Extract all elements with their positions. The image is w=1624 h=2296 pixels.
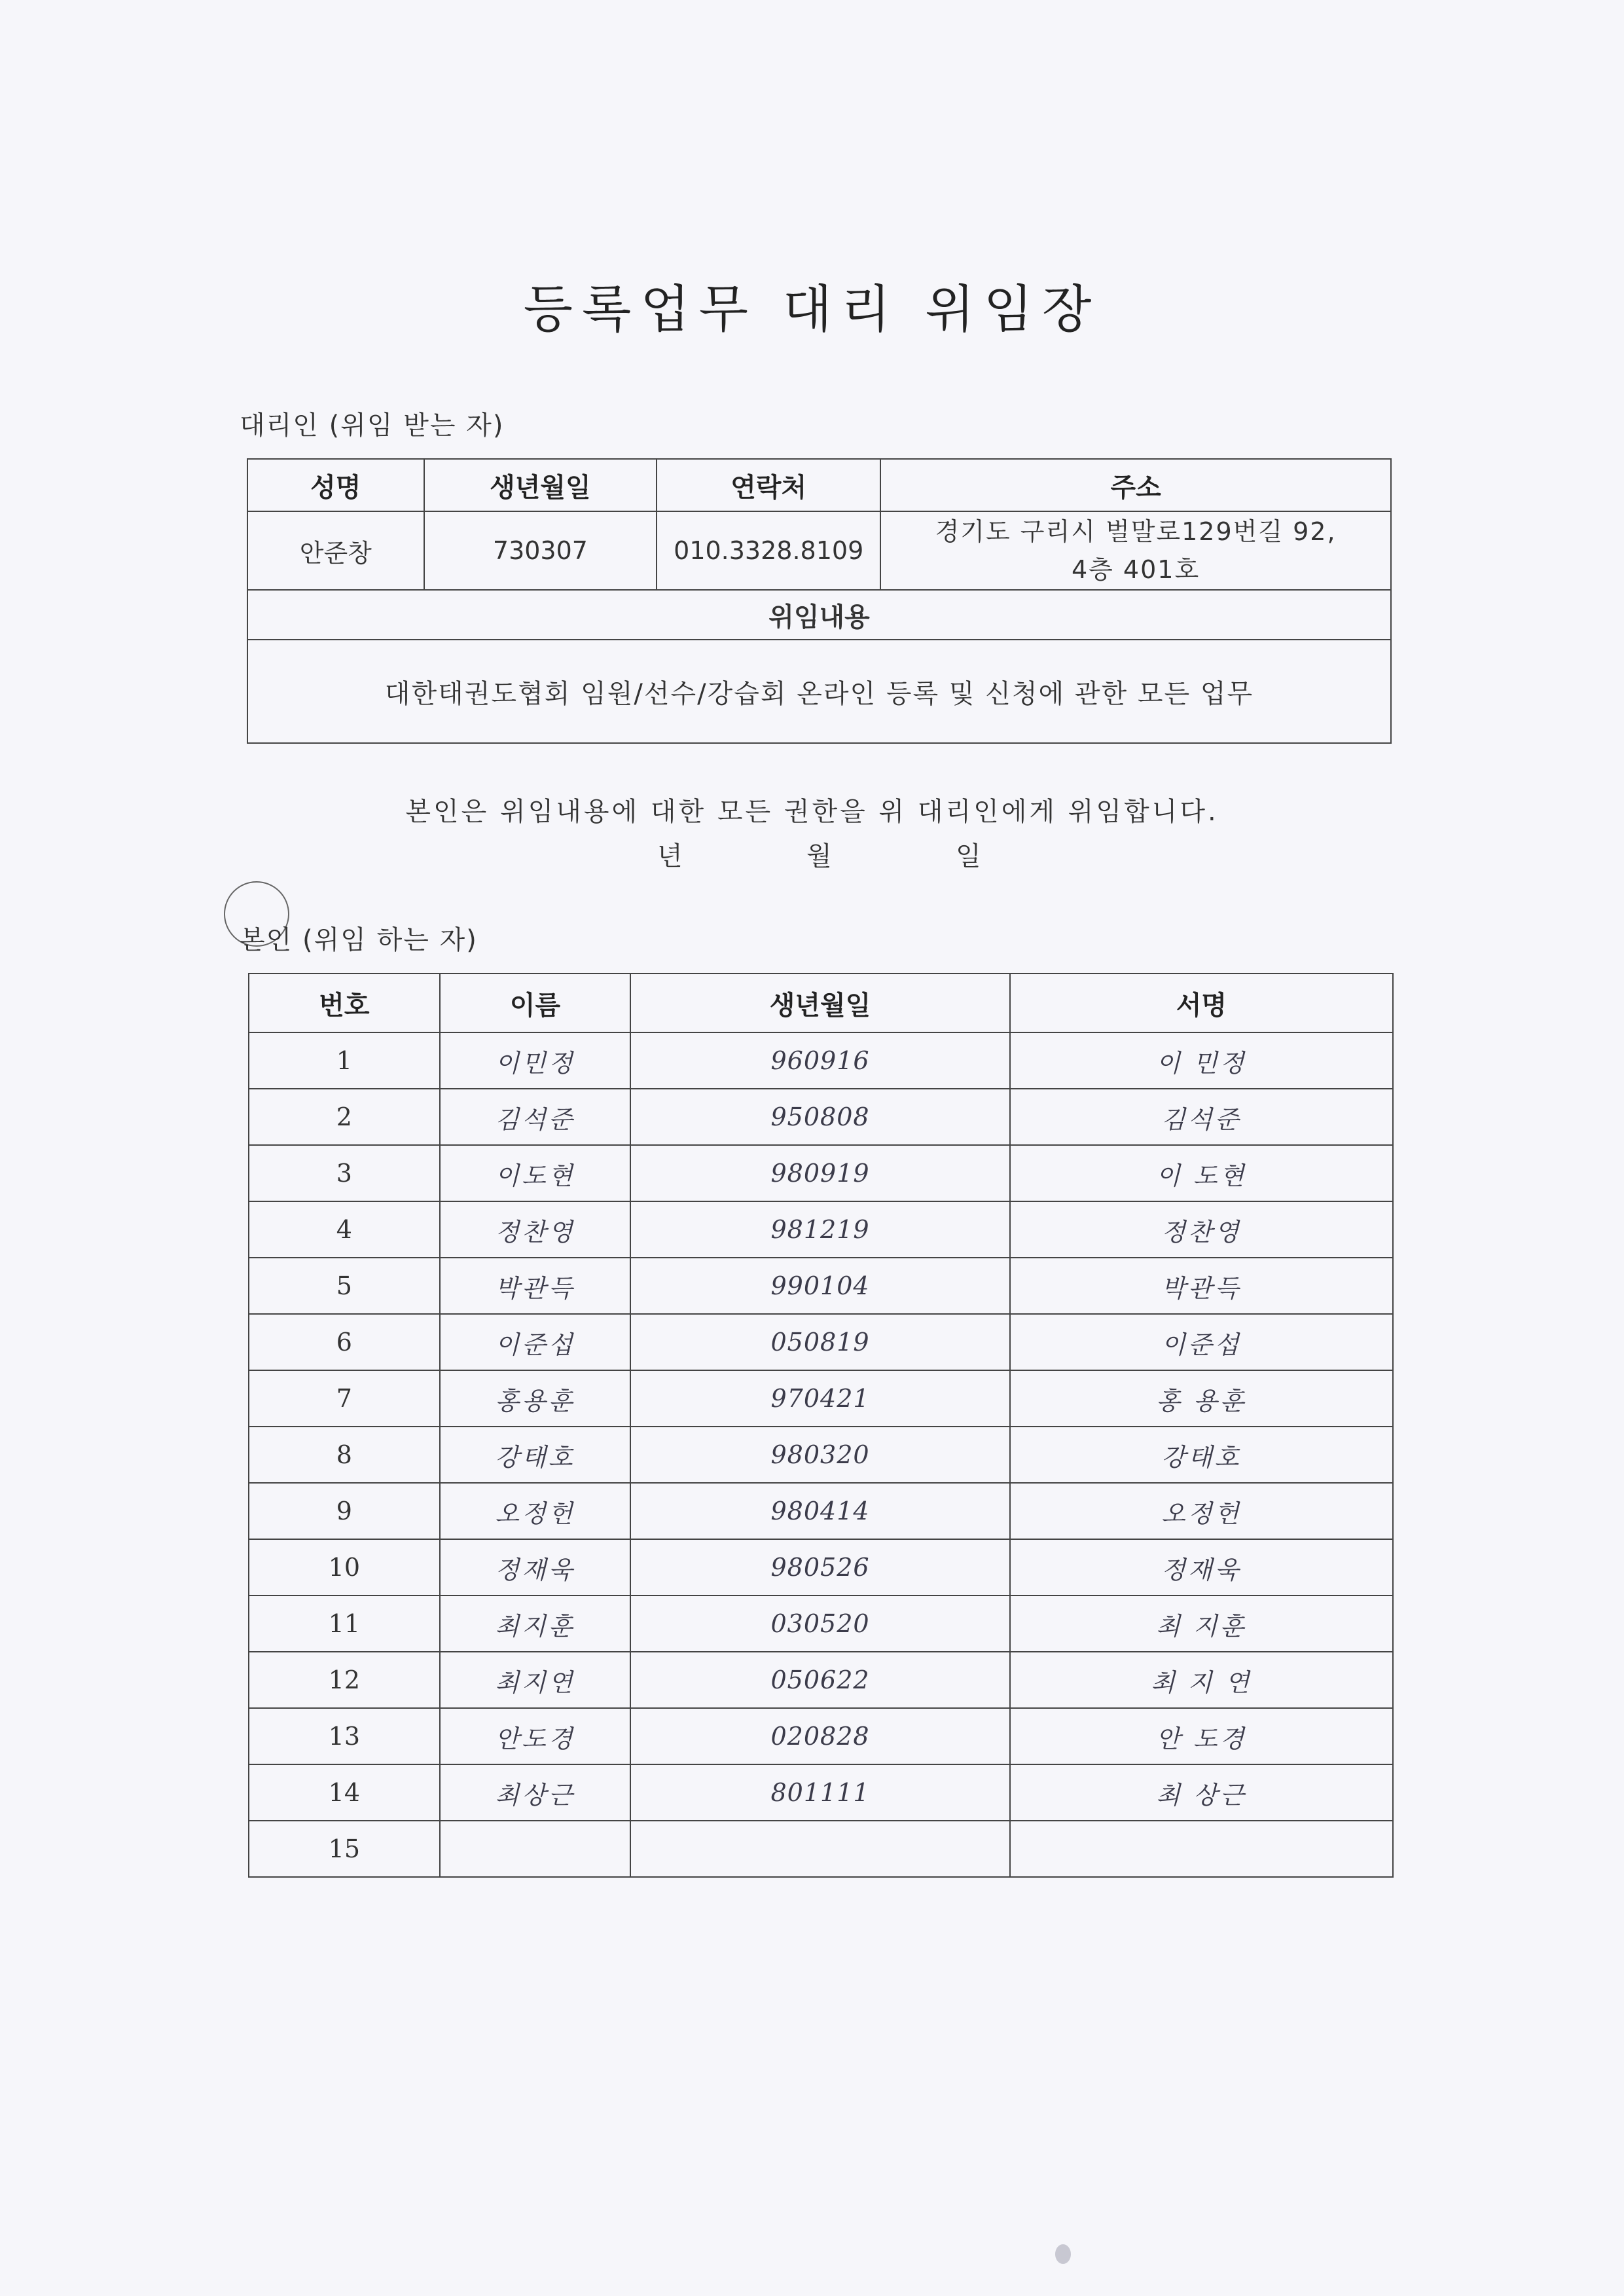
agent-address-line2: 4층 401호	[1071, 555, 1200, 584]
row-birthdate: 960916	[630, 1032, 1009, 1089]
ink-blot	[1055, 2244, 1071, 2264]
row-name	[440, 1821, 631, 1877]
content-text: 대한태권도협회 임원/선수/강습회 온라인 등록 및 신청에 관한 모든 업무	[247, 640, 1391, 743]
row-number: 4	[249, 1201, 440, 1258]
content-row	[247, 640, 1391, 743]
row-number: 5	[249, 1258, 440, 1314]
principal-section-label: 본인 (위임 하는 자)	[240, 925, 478, 955]
table-row	[249, 1258, 1393, 1314]
row-birthdate: 981219	[630, 1201, 1009, 1258]
table-row	[249, 1539, 1393, 1595]
agent-phone: 010.3328.8109	[657, 511, 880, 590]
agent-table-header	[247, 459, 1391, 511]
row-name: 최지훈	[440, 1595, 631, 1652]
table-row	[249, 1595, 1393, 1652]
table-row	[249, 1089, 1393, 1145]
row-name: 최지연	[440, 1652, 631, 1708]
agent-row	[247, 511, 1391, 590]
row-name: 정찬영	[440, 1201, 631, 1258]
table-row	[249, 1821, 1393, 1877]
header-signature: 서명	[1010, 974, 1393, 1032]
row-birthdate: 980526	[630, 1539, 1009, 1595]
agent-address-line1: 경기도 구리시 벌말로129번길 92,	[935, 517, 1337, 546]
row-birthdate	[630, 1821, 1009, 1877]
row-signature: 최 지 연	[1010, 1652, 1393, 1708]
row-signature: 안 도경	[1010, 1708, 1393, 1764]
table-row	[249, 1370, 1393, 1427]
row-name: 이준섭	[440, 1314, 631, 1370]
row-number: 11	[249, 1595, 440, 1652]
content-header: 위임내용	[247, 590, 1391, 640]
principal-table-header	[249, 974, 1393, 1032]
row-birthdate: 020828	[630, 1708, 1009, 1764]
row-number: 14	[249, 1764, 440, 1821]
row-name: 최상근	[440, 1764, 631, 1821]
row-number: 8	[249, 1427, 440, 1483]
row-birthdate: 050819	[630, 1314, 1009, 1370]
row-signature: 오정헌	[1010, 1483, 1393, 1539]
row-number: 9	[249, 1483, 440, 1539]
row-signature: 박관득	[1010, 1258, 1393, 1314]
row-birthdate: 990104	[630, 1258, 1009, 1314]
row-number: 2	[249, 1089, 440, 1145]
row-birthdate: 980919	[630, 1145, 1009, 1201]
agent-name: 안준창	[247, 511, 424, 590]
row-signature: 이 민정	[1010, 1032, 1393, 1089]
row-signature: 최 상근	[1010, 1764, 1393, 1821]
row-birthdate: 030520	[630, 1595, 1009, 1652]
row-name: 김석준	[440, 1089, 631, 1145]
row-name: 박관득	[440, 1258, 631, 1314]
agent-birth: 730307	[424, 511, 657, 590]
row-signature: 김석준	[1010, 1089, 1393, 1145]
row-signature: 강태호	[1010, 1427, 1393, 1483]
table-row	[249, 1708, 1393, 1764]
header-name: 이름	[440, 974, 631, 1032]
content-header-row	[247, 590, 1391, 640]
row-signature: 정찬영	[1010, 1201, 1393, 1258]
date-year-label: 년	[657, 841, 683, 871]
row-number: 13	[249, 1708, 440, 1764]
header-birth: 생년월일	[424, 459, 657, 511]
principal-table	[248, 973, 1394, 1878]
row-birthdate: 801111	[630, 1764, 1009, 1821]
row-birthdate: 050622	[630, 1652, 1009, 1708]
row-name: 강태호	[440, 1427, 631, 1483]
row-number: 3	[249, 1145, 440, 1201]
header-number: 번호	[249, 974, 440, 1032]
row-birthdate: 980320	[630, 1427, 1009, 1483]
row-number: 10	[249, 1539, 440, 1595]
row-number: 1	[249, 1032, 440, 1089]
row-birthdate: 970421	[630, 1370, 1009, 1427]
row-signature: 이준섭	[1010, 1314, 1393, 1370]
row-signature: 최 지훈	[1010, 1595, 1393, 1652]
header-address: 주소	[880, 459, 1391, 511]
table-row	[249, 1201, 1393, 1258]
row-birthdate: 980414	[630, 1483, 1009, 1539]
row-birthdate: 950808	[630, 1089, 1009, 1145]
row-name: 안도경	[440, 1708, 631, 1764]
row-name: 이도현	[440, 1145, 631, 1201]
agent-address	[880, 511, 1391, 590]
document-title: 등록업무 대리 위임장	[523, 280, 1101, 339]
row-number: 12	[249, 1652, 440, 1708]
row-signature	[1010, 1821, 1393, 1877]
date-month-label: 월	[806, 841, 832, 871]
table-row	[249, 1427, 1393, 1483]
row-number: 7	[249, 1370, 440, 1427]
agent-section-label: 대리인 (위임 받는 자)	[240, 410, 505, 441]
row-number: 15	[249, 1821, 440, 1877]
table-row	[249, 1032, 1393, 1089]
row-name: 오정헌	[440, 1483, 631, 1539]
delegation-statement: 본인은 위임내용에 대한 모든 권한을 위 대리인에게 위임합니다.	[405, 797, 1219, 827]
row-signature: 정재욱	[1010, 1539, 1393, 1595]
date-day-label: 일	[956, 841, 981, 871]
table-row	[249, 1314, 1393, 1370]
row-name: 정재욱	[440, 1539, 631, 1595]
header-name: 성명	[247, 459, 424, 511]
row-name: 이민정	[440, 1032, 631, 1089]
header-birth: 생년월일	[630, 974, 1009, 1032]
header-phone: 연락처	[657, 459, 880, 511]
agent-table	[247, 458, 1392, 744]
row-signature: 홍 용훈	[1010, 1370, 1393, 1427]
row-number: 6	[249, 1314, 440, 1370]
table-row	[249, 1764, 1393, 1821]
table-row	[249, 1145, 1393, 1201]
table-row	[249, 1483, 1393, 1539]
table-row	[249, 1652, 1393, 1708]
row-name: 홍용훈	[440, 1370, 631, 1427]
row-signature: 이 도현	[1010, 1145, 1393, 1201]
